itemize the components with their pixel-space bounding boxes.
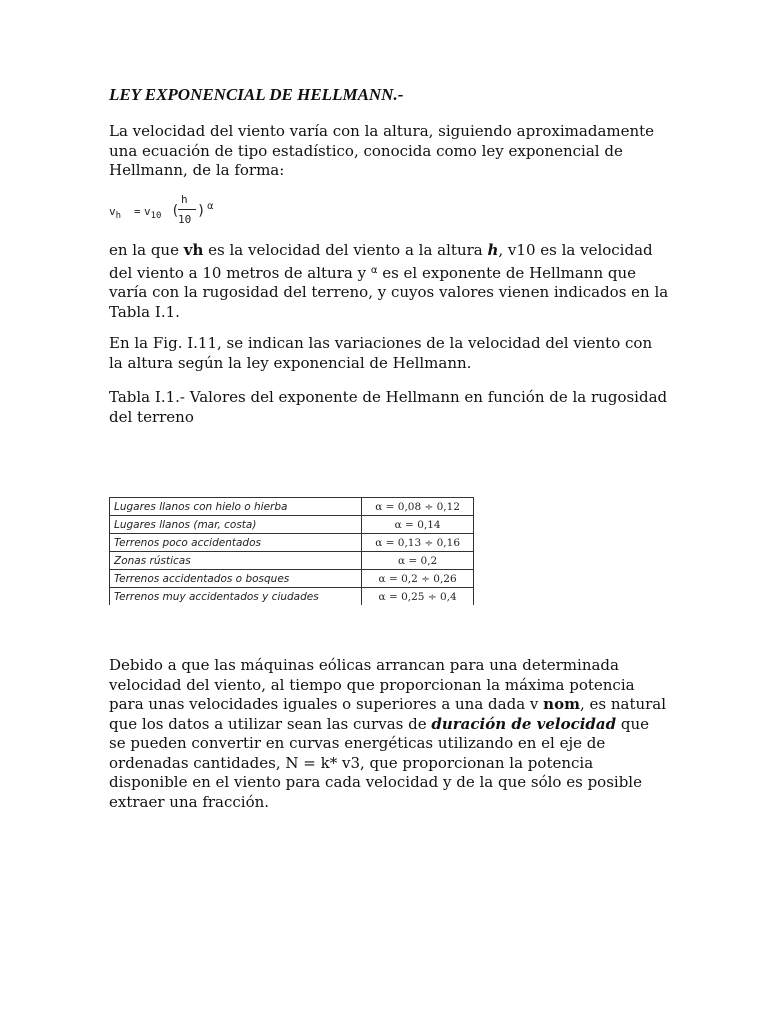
- definition-paragraph: en la que vh es la velocidad del viento a la altura h, v10 es la velocidad del viento a 10 metros de altura y $^\alpha$ es el exponente de Hellmann que varía con la rugosidad del terreno, y cuyos valores vienen indicados en la Tabla I.1.: [109, 241, 669, 321]
- table-caption: Tabla I.1.- Valores del exponente de Hellmann en función de la rugosidad del terreno: [109, 388, 668, 426]
- alpha-value-cell: α = 0,13 ÷ 0,16: [362, 534, 474, 552]
- table-row: [110, 552, 474, 570]
- figure-reference-paragraph: En la Fig. I.11, se indican las variaciones de la velocidad del viento con la altura según la ley exponencial de Hellmann.: [109, 334, 653, 372]
- terrain-cell: Lugares llanos (mar, costa): [110, 516, 362, 534]
- nom-term: nom: [543, 695, 580, 713]
- terrain-cell: Lugares llanos con hielo o hierba: [110, 498, 362, 516]
- terrain-cell: Zonas rústicas: [110, 552, 362, 570]
- formula-denominator: 10: [178, 213, 192, 226]
- table-row: [110, 588, 474, 606]
- duration-velocity-term: duración de velocidad: [431, 714, 617, 733]
- intro-paragraph: La velocidad del viento varía con la altura, siguiendo aproximadamente una ecuación de tipo estadístico, conocida como ley exponencial de Hellmann, de la forma:: [109, 122, 655, 179]
- table-row: [110, 516, 474, 534]
- formula-exponent-alpha: α: [207, 201, 214, 212]
- alpha-value-cell: α = 0,2 ÷ 0,26: [362, 570, 474, 588]
- terrain-cell: Terrenos accidentados o bosques: [110, 570, 362, 588]
- h-term: h: [487, 241, 499, 259]
- alpha-value-cell: α = 0,08 ÷ 0,12: [362, 498, 474, 516]
- hellmann-exponent-table: [109, 497, 474, 605]
- formula-right-paren: ): [197, 203, 206, 219]
- alpha-value-cell: α = 0,14: [362, 516, 474, 534]
- alpha-symbol: α: [370, 264, 378, 276]
- alpha-value-cell: α = 0,25 ÷ 0,4: [362, 588, 474, 606]
- formula-left-paren: (: [171, 203, 180, 219]
- vh-term: vh: [183, 241, 204, 259]
- formula-v10: $v_{10}$: [144, 205, 162, 222]
- table-row: [110, 498, 474, 516]
- page-title: LEY EXPONENCIAL DE HELLMANN.-: [109, 85, 404, 104]
- formula-vh: $v_h$: [109, 205, 122, 222]
- terrain-cell: Terrenos poco accidentados: [110, 534, 362, 552]
- formula-fraction-bar: [178, 209, 196, 210]
- table-row: [110, 534, 474, 552]
- formula-numerator: h: [181, 193, 188, 206]
- terrain-cell: Terrenos muy accidentados y ciudades: [110, 588, 362, 606]
- alpha-value-cell: α = 0,2: [362, 552, 474, 570]
- formula-equals: =: [134, 205, 141, 218]
- wind-duration-paragraph: Debido a que las máquinas eólicas arrancan para una determinada velocidad del viento, al tiempo que proporcionan la máxima potencia para unas velocidades iguales o superiores a una dada v nom, es natural que los datos a utilizar sean las curvas de duración de velocidad que se pueden convertir en curvas energéticas utilizando en el eje de ordenadas cantidades, N = k* v3, que proporcionan la potencia disponible en el viento para cada velocidad y de la que sólo es posible extraer una fracción.: [109, 656, 667, 811]
- table-row: [110, 570, 474, 588]
